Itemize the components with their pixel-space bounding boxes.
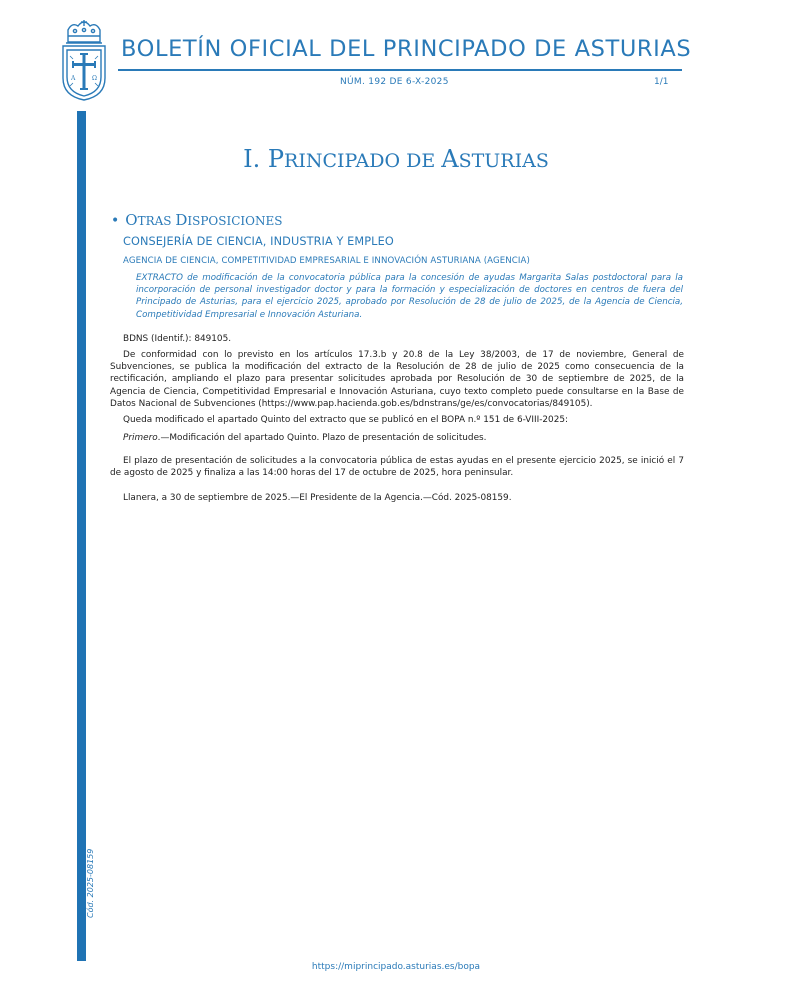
header-divider	[118, 69, 682, 71]
section-title-part: I. P	[243, 145, 285, 173]
paragraph-text: De conformidad con lo previsto en los artículos 17.3.b y 20.8 de la Ley 38/2003, de 17 de noviembre, General de Subvenciones, se publica la modificación del extracto de la Resolución de 28 de julio de 2025 como consecuencia de la rectificación, ampliando el plazo para presentar solicitudes aprobada por Resolución de 30 de septiembre de 2025, de la Agencia de Ciencia, Competitividad Empresarial e Innovación Asturiana, cuyo texto completo puede consultarse en la Base de Datos Nacional de Subvenciones (https://www.pap.hacienda.gob.es/bdnstrans/ge/es/convocatorias/849105).	[110, 350, 684, 409]
bdns-text: BDNS (Identif.): 849105.	[123, 334, 232, 344]
body-paragraph	[110, 414, 684, 426]
agency-name: AGENCIA DE CIENCIA, COMPETITIVIDAD EMPRESARIAL E INNOVACIÓN ASTURIANA (AGENCIA)	[123, 256, 530, 266]
document-code: Cód. 2025-08159	[86, 848, 95, 918]
disposition-heading	[111, 210, 282, 229]
bdns-identifier	[110, 333, 684, 345]
heading-part: ISPOSICIONES	[187, 214, 283, 228]
extract-summary: EXTRACTO de modificación de la convocatoria pública para la concesión de ayudas Margarita Salas postdoctoral para la incorporación de personal investigador doctor y para la formación y especialización de doctores en centros de fuera del Principado de Asturias, para el ejercicio 2025, aprobado por Resolución de 28 de julio de 2025, de la Agencia de Ciencia, Competitividad Empresarial e Innovación Asturiana.	[136, 273, 683, 320]
svg-text:A: A	[71, 75, 76, 82]
paragraph-text: .—Modificación del apartado Quinto. Plazo de presentación de solicitudes.	[157, 433, 487, 443]
footer-link[interactable]: https://miprincipado.asturias.es/bopa	[311, 962, 481, 972]
body-paragraph	[110, 455, 684, 479]
asturias-coat-of-arms-icon	[58, 16, 110, 102]
left-sidebar-bar	[77, 111, 86, 961]
section-title-part: A	[441, 145, 459, 173]
issue-number: NÚM. 192 DE 6-X-2025	[340, 77, 449, 87]
section-title-part: STURIAS	[458, 150, 549, 172]
signature-text: Llanera, a 30 de septiembre de 2025.—El Presidente de la Agencia.—Cód. 2025-08159.	[123, 493, 512, 503]
page-number: 1/1	[654, 77, 669, 87]
paragraph-text: El plazo de presentación de solicitudes a la convocatoria pública de estas ayudas en el presente ejercicio 2025, se inició el 7 de agosto de 2025 y finaliza a las 14:00 horas del 17 de octubre de 2025, hora peninsular.	[110, 456, 684, 479]
body-paragraph	[110, 432, 684, 444]
heading-part: O	[125, 211, 138, 229]
section-title	[0, 145, 792, 173]
bullet-icon: •	[111, 213, 120, 229]
paragraph-text: Queda modificado el apartado Quinto del extracto que se publicó en el BOPA n.º 151 de 6-VIII-2025:	[123, 415, 568, 425]
paragraph-italic: Primero	[123, 433, 158, 443]
bulletin-title: BOLETÍN OFICIAL DEL PRINCIPADO DE ASTURIAS	[121, 36, 692, 62]
signature-line	[110, 492, 684, 504]
body-paragraph	[110, 349, 684, 410]
section-title-part: RINCIPADO DE	[284, 150, 442, 172]
svg-text:Ω: Ω	[92, 75, 97, 82]
heading-part: TRAS	[137, 214, 176, 228]
department-name: CONSEJERÍA DE CIENCIA, INDUSTRIA Y EMPLEO	[123, 235, 394, 248]
heading-part: D	[175, 211, 188, 229]
